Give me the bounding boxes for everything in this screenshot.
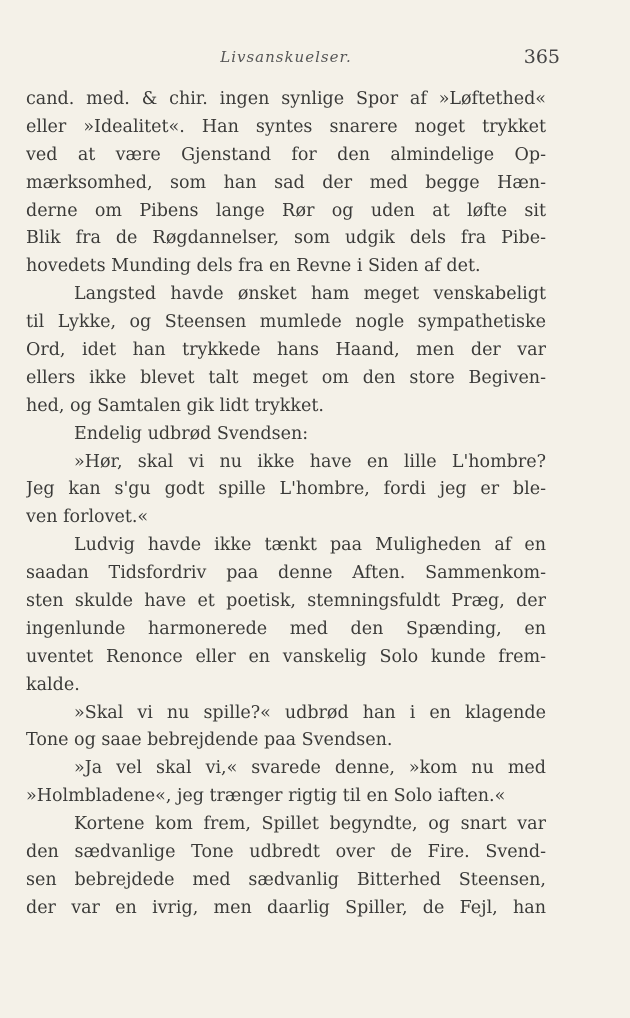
text-line: hed, og Samtalen gik lidt trykket.: [26, 395, 324, 416]
text-line: der var en ivrig, men daarlig Spiller, de Fejl, han: [26, 897, 546, 918]
body-text: [26, 86, 546, 923]
text-line: uventet Renonce eller en vanskelig Solo kunde frem-: [26, 646, 546, 667]
text-line: Langsted havde ønsket ham meget venskabeligt: [74, 284, 546, 305]
text-line: Blik fra de Røgdannelser, som udgik dels fra Pibe-: [26, 228, 546, 249]
text-line: ved at være Gjenstand for den almindelige Op-: [26, 144, 546, 165]
text-line: eller »Idealitet«. Han syntes snarere noget trykket: [26, 116, 546, 137]
text-line: Kortene kom frem, Spillet begyndte, og snart var: [74, 814, 546, 835]
text-line: Ord, idet han trykkede hans Haand, men der var: [26, 340, 546, 361]
page-number: 365: [523, 46, 560, 68]
text-line: ven forlovet.«: [26, 507, 149, 528]
text-line: den sædvanlige Tone udbredt over de Fire. Svend-: [26, 842, 546, 863]
text-line: Tone og saae bebrejdende paa Svendsen.: [26, 730, 393, 751]
text-line: til Lykke, og Steensen mumlede nogle sympathetiske: [26, 312, 546, 333]
text-line: hovedets Munding dels fra en Revne i Siden af det.: [26, 256, 481, 277]
text-line: ingenlunde harmonerede med den Spænding, en: [26, 618, 546, 639]
text-line: sen bebrejdede med sædvanlig Bitterhed Steensen,: [26, 869, 546, 890]
text-line: ellers ikke blevet talt meget om den store Begiven-: [26, 367, 546, 388]
text-line: »Ja vel skal vi,« svarede denne, »kom nu med: [74, 758, 546, 779]
text-line: »Hør, skal vi nu ikke have en lille L'hombre?: [74, 451, 546, 472]
text-line: Ludvig havde ikke tænkt paa Muligheden af en: [74, 535, 546, 556]
text-line: saadan Tidsfordriv paa denne Aften. Sammenkom-: [26, 563, 546, 584]
text-line: mærksomhed, som han sad der med begge Hæn-: [26, 172, 546, 193]
text-line: derne om Pibens lange Rør og uden at løfte sit: [26, 200, 546, 221]
text-line: kalde.: [26, 674, 80, 695]
text-line: cand. med. & chir. ingen synlige Spor af »Løftethed«: [26, 89, 546, 109]
text-line: sten skulde have et poetisk, stemningsfuldt Præg, der: [26, 591, 546, 612]
text-line: Jeg kan s'gu godt spille L'hombre, fordi jeg er ble-: [26, 479, 546, 500]
text-line: »Skal vi nu spille?« udbrød han i en klagende: [74, 702, 546, 723]
page-header: [26, 46, 560, 74]
text-line: »Holmbladene«, jeg trænger rigtig til en Solo iaften.«: [26, 786, 506, 807]
running-title: Livsanskuelser.: [220, 48, 352, 66]
text-line: Endelig udbrød Svendsen:: [74, 423, 309, 444]
